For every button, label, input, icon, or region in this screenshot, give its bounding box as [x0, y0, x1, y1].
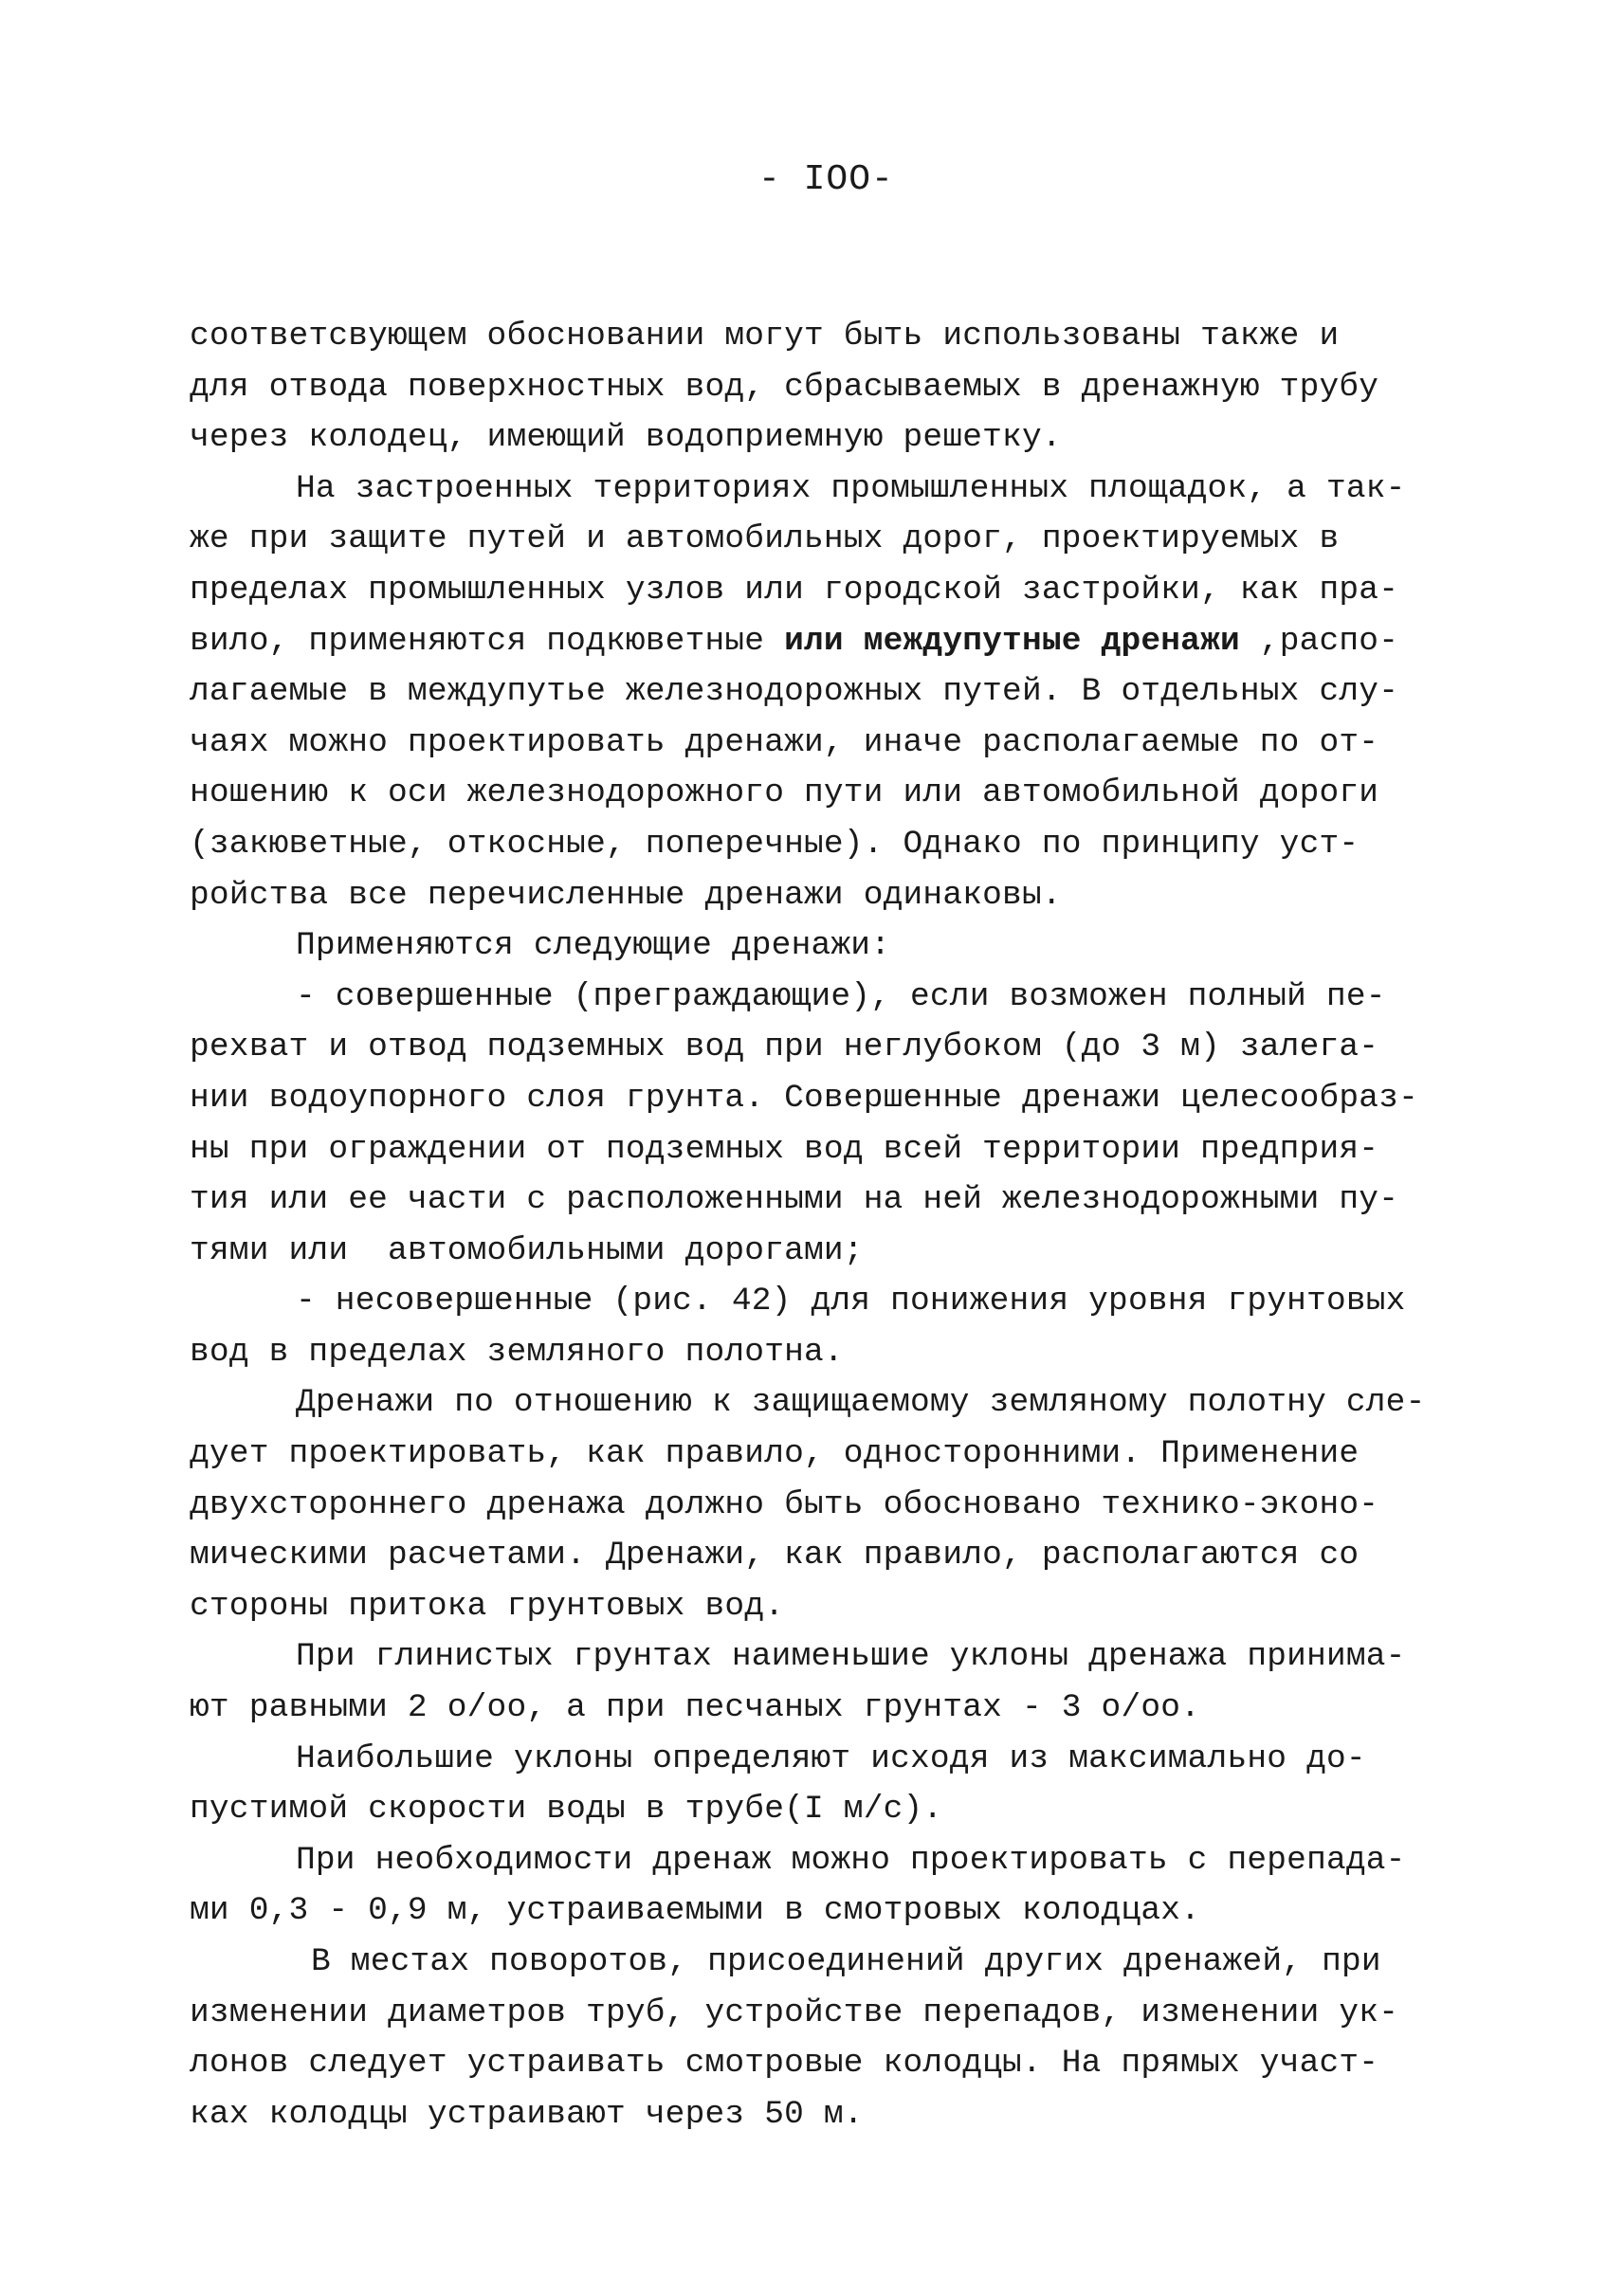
text-line: На застроенных территориях промышленных площадок, а так-	[296, 469, 1406, 507]
text-line: Наибольшие уклоны определяют исходя из максимально до-	[296, 1739, 1366, 1777]
text-segment: вило, применяются подкюветные	[190, 622, 765, 660]
text-line: - совершенные (преграждающие), если возможен полный пе-	[296, 977, 1386, 1015]
text-line: В местах поворотов, присоединений других дренажей, при	[311, 1943, 1381, 1980]
text-line: изменении диаметров труб, устройстве перепадов, изменении ук-	[190, 1994, 1399, 2031]
text-segment: ,распо-	[1239, 622, 1399, 660]
text-line	[190, 616, 1479, 667]
text-line: ношению к оси железнодорожного пути или автомобильной дороги	[190, 774, 1379, 812]
page-number: - IOO-	[758, 159, 894, 200]
text-line: дует проектировать, как правило, односторонними. Применение	[190, 1435, 1359, 1473]
text-line: соответсвующем обосновании могут быть использованы также и	[190, 318, 1340, 355]
text-line: (закюветные, откосные, поперечные). Однако по принципу уст-	[190, 825, 1359, 863]
text-line: При глинистых грунтах наименьшие уклоны дренажа принима-	[296, 1638, 1406, 1676]
text-line: тия или ее части с расположенными на ней железнодорожными пу-	[190, 1181, 1399, 1219]
text-line: двухстороннего дренажа должно быть обосновано технико-эконо-	[190, 1485, 1379, 1523]
text-line: мическими расчетами. Дренажи, как правило, располагаются со	[190, 1537, 1359, 1575]
text-line: для отвода поверхностных вод, сбрасываемых в дренажную трубу	[190, 368, 1379, 406]
text-line: чаях можно проектировать дренажи, иначе располагаемые по от-	[190, 723, 1379, 761]
text-line: вод в пределах земляного полотна.	[190, 1333, 844, 1371]
text-line: лонов следует устраивать смотровые колодцы. На прямых участ-	[190, 2045, 1379, 2083]
text-line: Дренажи по отношению к защищаемому земляному полотну сле-	[296, 1384, 1426, 1422]
text-line: ках колодцы устраивают через 50 м.	[190, 2095, 864, 2133]
text-line: лагаемые в междупутье железнодорожных путей. В отдельных слу-	[190, 673, 1399, 711]
bold-phrase: или междупутные дренажи	[784, 622, 1240, 660]
text-line: стороны притока грунтовых вод.	[190, 1587, 785, 1625]
text-line: ют равными 2 о/оо, а при песчаных грунтах - 3 о/оо.	[190, 1689, 1201, 1727]
text-line: же при защите путей и автомобильных дорог, проектируемых в	[190, 520, 1340, 558]
text-line: - несовершенные (рис. 42) для понижения уровня грунтовых	[296, 1283, 1406, 1320]
text-line: пределах промышленных узлов или городской застройки, как пра-	[190, 571, 1399, 609]
text-line: Применяются следующие дренажи:	[296, 927, 891, 965]
body-text	[190, 311, 1479, 2139]
text-line: ми 0,3 - 0,9 м, устраиваемыми в смотровых колодцах.	[190, 1892, 1201, 1930]
text-line: пустимой скорости воды в трубе(I м/с).	[190, 1791, 943, 1829]
text-line: При необходимости дренаж можно проектировать с перепада-	[296, 1841, 1406, 1879]
text-line: нии водоупорного слоя грунта. Совершенные дренажи целесообраз-	[190, 1079, 1419, 1117]
text-line: рехват и отвод подземных вод при неглубоком (до 3 м) залега-	[190, 1029, 1379, 1066]
text-line: тями или автомобильными дорогами;	[190, 1231, 864, 1269]
text-line: ройства все перечисленные дренажи одинаковы.	[190, 876, 1062, 914]
text-line: ны при ограждении от подземных вод всей территории предприя-	[190, 1130, 1379, 1168]
text-line: через колодец, имеющий водоприемную решетку.	[190, 419, 1062, 457]
